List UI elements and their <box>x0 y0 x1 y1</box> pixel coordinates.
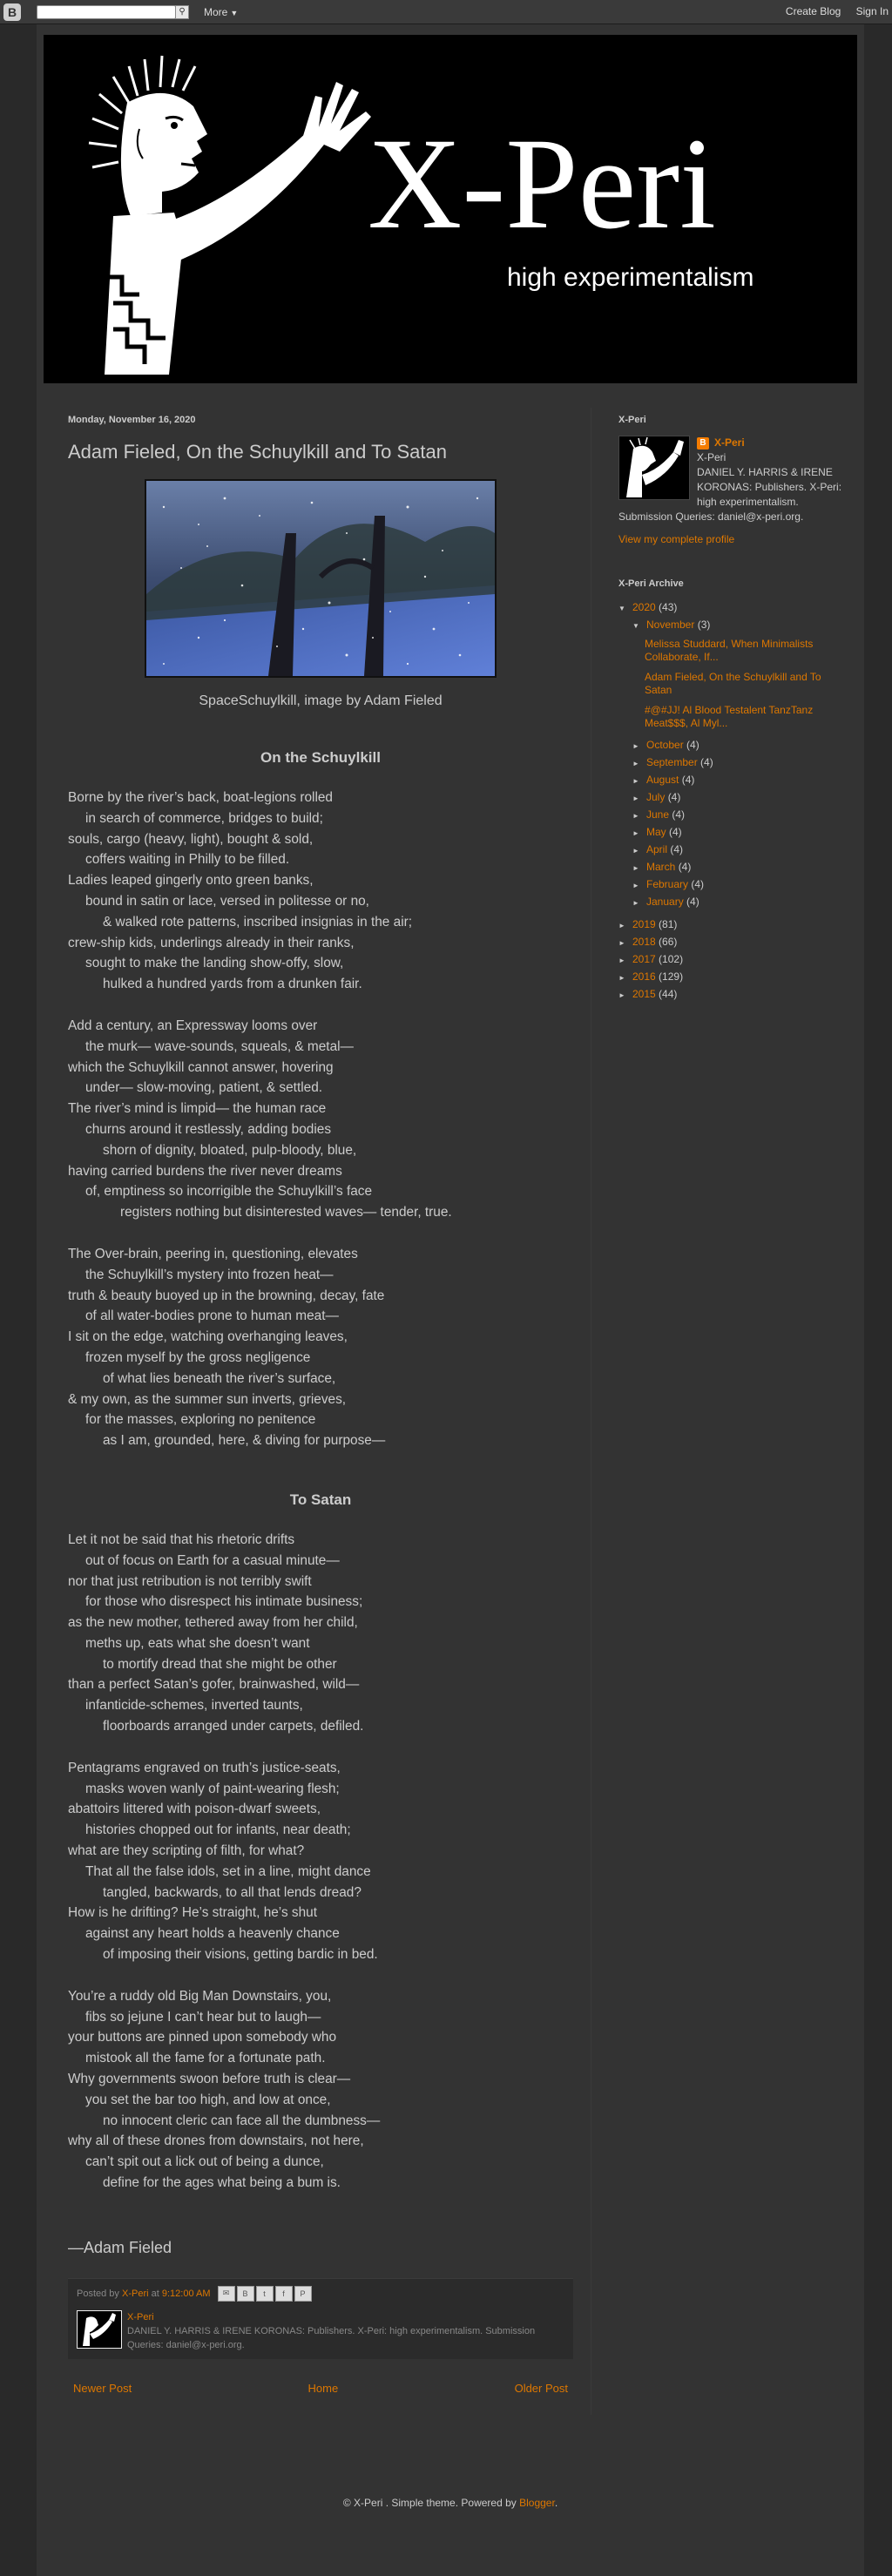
archive-year <box>618 934 850 951</box>
at-label: at <box>151 2288 159 2299</box>
share-buttons <box>218 2286 314 2302</box>
archive-count: (3) <box>697 619 711 631</box>
author-info <box>127 2310 564 2352</box>
archive-month-link[interactable]: January <box>646 896 684 908</box>
poem-line: the murk— wave-sounds, squeals, & metal— <box>85 1038 354 1054</box>
poem-line: what are they scripting of filth, for what? <box>68 1843 305 1859</box>
expand-right-icon[interactable]: ► <box>618 991 625 999</box>
blog-pager <box>68 2382 573 2395</box>
archive-year-2020 <box>618 599 850 617</box>
poem-title: To Satan <box>289 1491 352 1508</box>
blogthis-share-icon[interactable]: B <box>237 2286 254 2302</box>
poem-line: I sit on the edge, watching overhanging leaves, <box>68 1329 348 1345</box>
archive-count: (81) <box>659 918 678 930</box>
poem-line: bound in satin or lace, versed in politesse or no, <box>85 893 369 909</box>
archive-year-link[interactable]: 2017 <box>632 953 656 965</box>
archive-month-link[interactable]: October <box>646 739 684 751</box>
poem-line: nor that just retribution is not terribly swift <box>68 1573 312 1589</box>
archive-year-link[interactable]: 2020 <box>632 601 656 613</box>
archive-year <box>618 916 850 934</box>
profile-avatar-logo-icon <box>619 436 689 499</box>
twitter-share-icon[interactable]: t <box>256 2286 274 2302</box>
sidebar <box>618 408 850 1004</box>
archive-month <box>618 754 850 772</box>
profile-name <box>697 436 850 450</box>
caret-down-icon: ▼ <box>230 8 239 17</box>
poem-line: than a perfect Satan’s gofer, brainwashed, wild— <box>68 1677 360 1693</box>
poem-line: registers nothing but disinterested waves— tender, true. <box>120 1205 452 1220</box>
poem-stanza <box>68 1758 573 1965</box>
profile-subname: X-Peri <box>697 451 726 463</box>
pinterest-share-icon[interactable]: P <box>294 2286 312 2302</box>
expand-right-icon[interactable]: ► <box>618 957 625 964</box>
poem-line: frozen myself by the gross negligence <box>85 1349 311 1365</box>
attribution <box>37 2497 864 2509</box>
poem-line: sought to make the landing show-offy, slow, <box>85 956 344 971</box>
archive-year-list <box>618 916 850 1004</box>
poem-title: On the Schuylkill <box>260 749 381 766</box>
more-label: More <box>204 5 228 18</box>
author-description: DANIEL Y. HARRIS & IRENE KORONAS: Publishers. X-Peri: high experimentalism. Submission Queries: daniel@x-peri.org. <box>127 2325 536 2350</box>
poem-line: of imposing their visions, getting bardic in bed. <box>103 1947 378 1963</box>
archive-year-link[interactable]: 2018 <box>632 936 656 948</box>
archive-count: (4) <box>686 896 699 908</box>
archive-count: (4) <box>670 843 684 855</box>
poem-line: mistook all the fame for a fortunate path. <box>85 2051 326 2066</box>
poem-line: tangled, backwards, to all that lends dread? <box>103 1884 362 1900</box>
poem-line: That all the false idols, set in a line, might dance <box>85 1863 371 1879</box>
archive-post-link[interactable]: Melissa Studdard, When Minimalists Collaborate, If... <box>645 638 814 663</box>
post-image-spaceschuylkill[interactable] <box>145 479 497 678</box>
post-signature: —Adam Fieled <box>68 2238 172 2256</box>
archive-year-link[interactable]: 2015 <box>632 988 656 1000</box>
poem-line: crew-ship kids, underlings already in their ranks, <box>68 935 355 950</box>
archive-count: (44) <box>659 988 678 1000</box>
archive-count: (4) <box>686 739 699 751</box>
poem-stanza <box>68 1016 573 1223</box>
archive-month <box>618 894 850 911</box>
poem-line: How is he drifting? He’s straight, he’s shut <box>68 1905 318 1921</box>
newer-post-link[interactable]: Newer Post <box>73 2381 132 2395</box>
archive-month-link[interactable]: March <box>646 861 676 873</box>
poem-line: for the masses, exploring no penitence <box>85 1412 316 1428</box>
poem-line: Borne by the river’s back, boat-legions rolled <box>68 790 333 805</box>
view-complete-profile-link[interactable]: View my complete profile <box>618 533 735 545</box>
archive-month-link[interactable]: April <box>646 843 668 855</box>
author-avatar[interactable] <box>77 2310 122 2349</box>
archive-month-link[interactable]: February <box>646 878 689 890</box>
header-figure-logo-icon <box>78 51 409 375</box>
expand-right-icon[interactable]: ► <box>632 899 639 907</box>
archive-month <box>618 876 850 894</box>
expand-right-icon[interactable]: ► <box>632 864 639 872</box>
poem-line: hulked a hundred yards from a drunken fair. <box>103 977 362 992</box>
post-body <box>68 749 573 2194</box>
archive-count: (4) <box>667 791 681 803</box>
profile-info <box>697 436 850 510</box>
poem-line: masks woven wanly of paint-wearing flesh; <box>85 1781 340 1796</box>
archive-year-link[interactable]: 2019 <box>632 918 656 930</box>
poem-line: why all of these drones from downstairs, not here, <box>68 2133 364 2149</box>
archive-month <box>618 859 850 876</box>
poem-line: infanticide-schemes, inverted taunts, <box>85 1698 303 1714</box>
archive-month <box>618 737 850 754</box>
expand-right-icon[interactable]: ► <box>632 812 639 820</box>
expand-right-icon[interactable]: ► <box>618 939 625 947</box>
archive-count: (4) <box>700 756 713 768</box>
poem-line: souls, cargo (heavy, light), bought & sold, <box>68 831 314 847</box>
expand-right-icon[interactable]: ► <box>632 829 639 837</box>
poem-line: out of focus on Earth for a casual minute— <box>85 1552 340 1568</box>
archive-year <box>618 951 850 969</box>
profile-description-continued: Submission Queries: daniel@x-peri.org. <box>618 510 804 523</box>
poem-stanza <box>68 1244 573 1451</box>
poem-line: Ladies leaped gingerly onto green banks, <box>68 873 314 889</box>
blogger-badge-icon: B <box>697 437 709 450</box>
poem-line: Why governments swoon before truth is clear— <box>68 2072 351 2087</box>
archive-post-link[interactable]: Adam Fieled, On the Schuylkill and To Satan <box>645 671 821 696</box>
post-date: Monday, November 16, 2020 <box>68 415 196 425</box>
profile-name-link[interactable]: X-Peri <box>714 436 745 449</box>
expand-right-icon[interactable]: ► <box>632 777 639 785</box>
poem-line: define for the ages what being a bum is. <box>103 2175 341 2191</box>
archive-widget-title: X-Peri Archive <box>618 578 684 589</box>
archive-post-list <box>618 638 850 730</box>
poem-line: which the Schuylkill cannot answer, hovering <box>68 1059 334 1075</box>
poem-line: in search of commerce, bridges to build; <box>85 810 323 826</box>
archive-month-link[interactable]: June <box>646 808 670 821</box>
main-column <box>68 408 573 2395</box>
profile-description: DANIEL Y. HARRIS & IRENE KORONAS: Publishers. X-Peri: high experimentalism. <box>697 466 842 508</box>
expand-right-icon[interactable]: ► <box>632 760 639 767</box>
post-meta <box>77 2286 564 2302</box>
author-profile-box <box>77 2310 564 2352</box>
blogger-link[interactable]: Blogger <box>519 2497 555 2509</box>
older-post-link[interactable]: Older Post <box>514 2381 568 2395</box>
poem-line: your buttons are pinned upon somebody who <box>68 2030 337 2045</box>
poem-line: of all water-bodies prone to human meat— <box>85 1308 339 1324</box>
poem-stanza <box>68 1530 573 1737</box>
author-name-link[interactable]: X-Peri <box>127 2311 154 2322</box>
expand-right-icon[interactable]: ► <box>632 742 639 750</box>
archive-widget <box>618 578 850 1004</box>
blog-description: high experimentalism <box>507 263 754 292</box>
archive-count: (4) <box>691 878 705 890</box>
poem-line: Add a century, an Expressway looms over <box>68 1018 318 1033</box>
poem-line: for those who disrespect his intimate business; <box>85 1594 363 1610</box>
poem-line: as the new mother, tethered away from her child, <box>68 1615 358 1631</box>
archive-month-link[interactable]: August <box>646 774 679 786</box>
poem-line: Pentagrams engraved on truth’s justice-seats, <box>68 1760 341 1775</box>
poem-line: as I am, grounded, here, & diving for purpose— <box>103 1433 386 1449</box>
archive-month-link[interactable]: May <box>646 826 666 838</box>
poem-line: & walked rote patterns, inscribed insignias in the air; <box>103 914 413 930</box>
river-night-image <box>146 481 495 676</box>
archive-count: (4) <box>678 861 692 873</box>
author-avatar-logo-icon <box>78 2311 121 2348</box>
archive-month-link[interactable]: November <box>646 619 695 631</box>
archive-month <box>618 842 850 859</box>
poem-line: to mortify dread that she might be other <box>103 1656 337 1672</box>
poem-line: of what lies beneath the river’s surface, <box>103 1370 336 1386</box>
expand-down-icon[interactable]: ▼ <box>618 605 625 612</box>
post-title: Adam Fieled, On the Schuylkill and To Satan <box>68 441 447 463</box>
poem-stanza <box>68 788 573 995</box>
archive-month <box>618 807 850 824</box>
poem-line: Let it not be said that his rhetoric drifts <box>68 1531 295 1547</box>
poem-line: can’t spit out a lick out of being a dunce, <box>85 2154 324 2170</box>
poem-line: abattoirs littered with poison-dwarf sweets, <box>68 1802 321 1817</box>
facebook-share-icon[interactable]: f <box>275 2286 293 2302</box>
archive-month-november <box>618 617 850 634</box>
post-author-link[interactable]: X-Peri <box>121 2288 149 2299</box>
poem-line: churns around it restlessly, adding bodies <box>85 1121 332 1137</box>
image-caption: SpaceSchuylkill, image by Adam Fieled <box>199 693 443 708</box>
poem-line: truth & beauty buoyed up in the browning, decay, fate <box>68 1288 385 1303</box>
poem-line: The river’s mind is limpid— the human race <box>68 1101 327 1117</box>
archive-year <box>618 969 850 986</box>
poem-line: against any heart holds a heavenly chance <box>85 1926 340 1942</box>
expand-right-icon[interactable]: ► <box>632 794 639 802</box>
more-menu[interactable] <box>204 6 238 18</box>
archive-count: (4) <box>672 808 686 821</box>
archive-count: (4) <box>669 826 682 838</box>
poem-line: shorn of dignity, bloated, pulp-bloody, blue, <box>103 1142 357 1158</box>
blog-header[interactable] <box>44 35 857 383</box>
expand-right-icon[interactable]: ► <box>618 922 625 930</box>
poem-stanza <box>68 1986 573 2194</box>
attribution-suffix: . <box>554 2497 558 2509</box>
navbar-right <box>774 5 889 17</box>
poem-line: the Schuylkill’s mystery into frozen heat— <box>85 1267 334 1282</box>
profile-widget <box>618 436 850 510</box>
profile-avatar[interactable] <box>618 436 690 500</box>
navbar-search-input[interactable] <box>37 5 186 19</box>
home-link[interactable]: Home <box>307 2381 339 2395</box>
archive-year <box>618 986 850 1004</box>
poem-line: histories chopped out for infants, near death; <box>85 1822 351 1838</box>
expand-down-icon[interactable]: ▼ <box>632 622 639 630</box>
sign-in-link[interactable]: Sign In <box>855 5 889 17</box>
expand-right-icon[interactable]: ► <box>618 974 625 982</box>
archive-month <box>618 824 850 842</box>
archive-count: (4) <box>681 774 695 786</box>
poem-line: having carried burdens the river never dreams <box>68 1163 342 1179</box>
poem-line: fibs so jejune I can’t hear but to laugh— <box>85 2009 321 2025</box>
poem-line: The Over-brain, peering in, questioning, elevates <box>68 1246 358 1261</box>
archive-count: (66) <box>659 936 678 948</box>
create-blog-link[interactable]: Create Blog <box>785 5 841 17</box>
blogger-navbar <box>0 0 892 24</box>
poem-line: you set the bar too high, and low at once, <box>85 2092 331 2107</box>
page-wrapper <box>37 24 864 2576</box>
archive-month-link[interactable]: September <box>646 756 698 768</box>
poem-line: coffers waiting in Philly to be filled. <box>85 852 290 868</box>
blogger-logo-icon[interactable]: B <box>3 3 21 21</box>
poem-line: of, emptiness so incorrigible the Schuylkill’s face <box>85 1184 373 1200</box>
poem-line: under— slow-moving, patient, & settled. <box>85 1080 323 1096</box>
poem-line: You’re a ruddy old Big Man Downstairs, you, <box>68 1988 332 2004</box>
archive-count: (102) <box>659 953 684 965</box>
archive-month-list <box>618 737 850 911</box>
profile-widget-title: X-Peri <box>618 415 646 425</box>
email-share-icon[interactable]: ✉ <box>218 2286 235 2302</box>
archive-month <box>618 789 850 807</box>
archive-month <box>618 772 850 789</box>
blog-title[interactable]: X-Peri <box>368 112 716 256</box>
attribution-text: © X-Peri . Simple theme. Powered by <box>342 2497 517 2509</box>
archive-year-link[interactable]: 2016 <box>632 970 656 983</box>
archive-count: (43) <box>659 601 678 613</box>
poem-line: no innocent cleric can face all the dumbness— <box>103 2113 381 2128</box>
archive-count: (129) <box>659 970 684 983</box>
poem-line: floorboards arranged under carpets, defiled. <box>103 1719 364 1734</box>
posted-by-label: Posted by <box>77 2288 119 2299</box>
search-icon[interactable]: ⚲ <box>175 5 189 19</box>
archive-post-link[interactable]: #@#JJ! Al Blood Testalent TanzTanz Meat$$$, Al Myl... <box>645 704 814 729</box>
post-footer <box>68 2278 573 2359</box>
poem-line: & my own, as the summer sun inverts, grieves, <box>68 1391 347 1407</box>
expand-right-icon[interactable]: ► <box>632 847 639 855</box>
archive-month-link[interactable]: July <box>646 791 666 803</box>
poem-line: meths up, eats what she doesn’t want <box>85 1635 310 1651</box>
expand-right-icon[interactable]: ► <box>632 882 639 889</box>
post-timestamp-link[interactable]: 9:12:00 AM <box>161 2288 211 2299</box>
